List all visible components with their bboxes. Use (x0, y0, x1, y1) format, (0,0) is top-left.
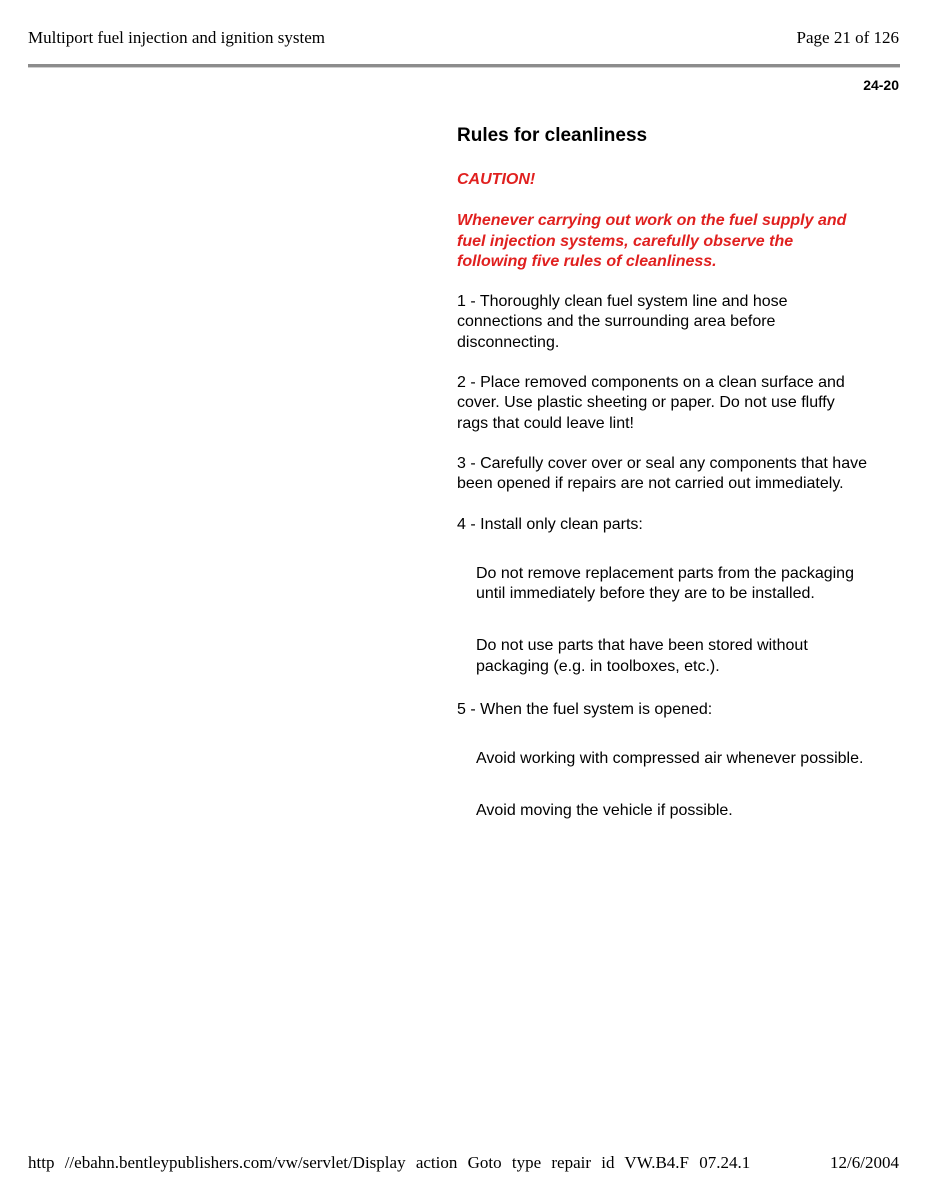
main-content (457, 124, 867, 821)
rule-4-subitem-2: Do not use parts that have been stored without packaging (e.g. in toolboxes, etc.). (476, 637, 808, 675)
rule-1: 1 - Thoroughly clean fuel system line and hose connections and the surrounding area before disconnecting. (457, 293, 788, 351)
header-divider (28, 64, 900, 68)
footer-date: 12/6/2004 (830, 1153, 899, 1172)
rule-4-subitem-1: Do not remove replacement parts from the packaging until immediately before they are to be installed. (476, 564, 854, 603)
rule-5: 5 - When the fuel system is opened: (457, 701, 713, 719)
caution-text: Whenever carrying out work on the fuel supply and fuel injection systems, carefully observe the following five rules of cleanliness. (457, 212, 847, 270)
section-number: 24-20 (863, 77, 899, 93)
document-title: Multiport fuel injection and ignition system (28, 28, 325, 47)
section-heading: Rules for cleanliness (457, 125, 648, 146)
footer-url: http //ebahn.bentleypublishers.com/vw/servlet/Display action Goto type repair id VW.B4.F 07.24.1 (28, 1153, 751, 1172)
rule-3: 3 - Carefully cover over or seal any components that have been opened if repairs are not carried out immediately. (457, 454, 867, 493)
rule-5-subitem-1: Avoid working with compressed air whenever possible. (476, 750, 864, 768)
rule-5-subitem-2: Avoid moving the vehicle if possible. (476, 801, 733, 819)
rule-4: 4 - Install only clean parts: (457, 515, 643, 533)
page-indicator: Page 21 of 126 (796, 28, 899, 47)
caution-label: CAUTION! (457, 171, 536, 188)
rule-2: 2 - Place removed components on a clean surface and cover. Use plastic sheeting or paper. Do not use fluffy rags that could leave lint! (457, 374, 845, 432)
